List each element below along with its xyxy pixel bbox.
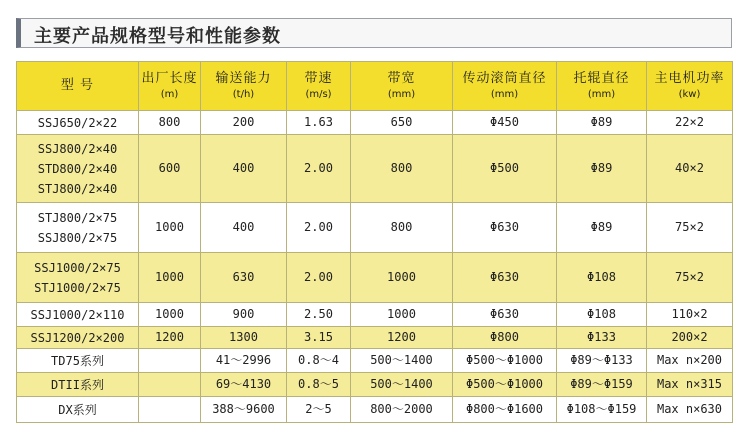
header-roller: 托辊直径 (mm) xyxy=(557,62,647,111)
table-row xyxy=(17,253,733,303)
cell-power: Max n×200 xyxy=(647,349,733,373)
cell-length xyxy=(139,373,201,397)
cell-model: SSJ650/2×22 xyxy=(17,111,139,135)
cell-capacity: 388～9600 xyxy=(201,397,287,423)
cell-width: 800～2000 xyxy=(351,397,453,423)
cell-roller: Φ89～Φ133 xyxy=(557,349,647,373)
table-header-row xyxy=(17,62,733,111)
header-length: 出厂长度 (m) xyxy=(139,62,201,111)
cell-length xyxy=(139,397,201,423)
cell-speed: 2.00 xyxy=(287,135,351,203)
cell-length: 600 xyxy=(139,135,201,203)
cell-length: 1000 xyxy=(139,303,201,327)
cell-power: Max n×315 xyxy=(647,373,733,397)
cell-speed: 0.8～5 xyxy=(287,373,351,397)
table-row xyxy=(17,135,733,203)
cell-model: DX系列 xyxy=(17,397,139,423)
page-title: 主要产品规格型号和性能参数 xyxy=(34,26,281,47)
cell-length: 800 xyxy=(139,111,201,135)
cell-model: SSJ1000/2×75 STJ1000/2×75 xyxy=(17,253,139,303)
cell-capacity: 400 xyxy=(201,135,287,203)
cell-roller: Φ133 xyxy=(557,327,647,349)
cell-power: 75×2 xyxy=(647,253,733,303)
cell-speed: 3.15 xyxy=(287,327,351,349)
cell-roller: Φ89 xyxy=(557,203,647,253)
cell-power: 110×2 xyxy=(647,303,733,327)
table-row xyxy=(17,349,733,373)
cell-power: 200×2 xyxy=(647,327,733,349)
cell-length: 1000 xyxy=(139,203,201,253)
table-row xyxy=(17,327,733,349)
cell-drum: Φ800 xyxy=(453,327,557,349)
cell-power: 22×2 xyxy=(647,111,733,135)
cell-drum: Φ500 xyxy=(453,135,557,203)
cell-speed: 2～5 xyxy=(287,397,351,423)
cell-width: 800 xyxy=(351,135,453,203)
table-row xyxy=(17,303,733,327)
cell-roller: Φ108 xyxy=(557,253,647,303)
cell-width: 500～1400 xyxy=(351,373,453,397)
cell-model: SSJ800/2×40 STD800/2×40 STJ800/2×40 xyxy=(17,135,139,203)
cell-power: 40×2 xyxy=(647,135,733,203)
cell-drum: Φ630 xyxy=(453,203,557,253)
cell-model: DTII系列 xyxy=(17,373,139,397)
header-speed: 带速 (m/s) xyxy=(287,62,351,111)
header-capacity: 输送能力 (t/h) xyxy=(201,62,287,111)
header-drum: 传动滚筒直径 (mm) xyxy=(453,62,557,111)
cell-drum: Φ500～Φ1000 xyxy=(453,349,557,373)
spec-table xyxy=(16,61,733,423)
cell-speed: 2.50 xyxy=(287,303,351,327)
cell-drum: Φ630 xyxy=(453,253,557,303)
cell-capacity: 69～4130 xyxy=(201,373,287,397)
cell-speed: 2.00 xyxy=(287,203,351,253)
cell-length xyxy=(139,349,201,373)
cell-length: 1200 xyxy=(139,327,201,349)
cell-width: 650 xyxy=(351,111,453,135)
cell-capacity: 400 xyxy=(201,203,287,253)
cell-capacity: 1300 xyxy=(201,327,287,349)
cell-model: SSJ1000/2×110 xyxy=(17,303,139,327)
cell-capacity: 41～2996 xyxy=(201,349,287,373)
cell-width: 800 xyxy=(351,203,453,253)
cell-capacity: 900 xyxy=(201,303,287,327)
header-model: 型 号 xyxy=(17,62,139,111)
cell-roller: Φ108 xyxy=(557,303,647,327)
table-row xyxy=(17,373,733,397)
cell-model: SSJ1200/2×200 xyxy=(17,327,139,349)
cell-roller: Φ89 xyxy=(557,135,647,203)
header-width: 带宽 (mm) xyxy=(351,62,453,111)
cell-width: 1200 xyxy=(351,327,453,349)
cell-width: 1000 xyxy=(351,253,453,303)
cell-speed: 1.63 xyxy=(287,111,351,135)
cell-capacity: 630 xyxy=(201,253,287,303)
cell-roller: Φ89 xyxy=(557,111,647,135)
cell-drum: Φ800～Φ1600 xyxy=(453,397,557,423)
cell-roller: Φ89～Φ159 xyxy=(557,373,647,397)
cell-power: Max n×630 xyxy=(647,397,733,423)
cell-length: 1000 xyxy=(139,253,201,303)
cell-model: STJ800/2×75 SSJ800/2×75 xyxy=(17,203,139,253)
cell-drum: Φ500～Φ1000 xyxy=(453,373,557,397)
cell-drum: Φ450 xyxy=(453,111,557,135)
cell-roller: Φ108～Φ159 xyxy=(557,397,647,423)
cell-model: TD75系列 xyxy=(17,349,139,373)
table-row xyxy=(17,203,733,253)
cell-speed: 0.8～4 xyxy=(287,349,351,373)
cell-capacity: 200 xyxy=(201,111,287,135)
table-row xyxy=(17,111,733,135)
cell-width: 1000 xyxy=(351,303,453,327)
cell-speed: 2.00 xyxy=(287,253,351,303)
table-row xyxy=(17,397,733,423)
cell-power: 75×2 xyxy=(647,203,733,253)
cell-width: 500～1400 xyxy=(351,349,453,373)
header-power: 主电机功率 (kw) xyxy=(647,62,733,111)
cell-drum: Φ630 xyxy=(453,303,557,327)
